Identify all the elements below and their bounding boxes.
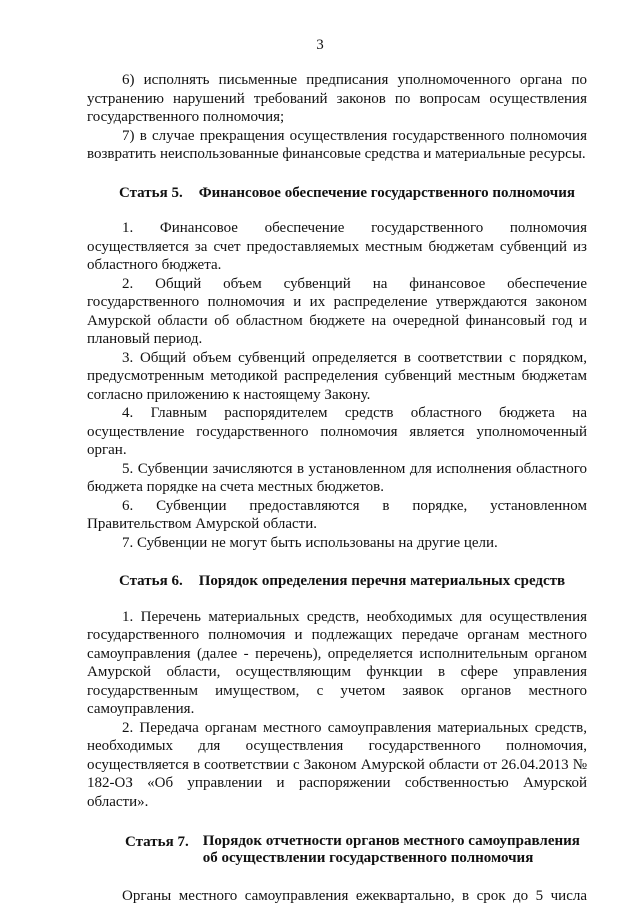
article-5-paragraph: 4. Главным распорядителем средств областного бюджета на осуществление государственного полномочия является уполномоченный орган. — [87, 405, 587, 458]
article-7-title: Порядок отчетности органов местного самоуправления об осуществлении государственного полномочия — [202, 833, 580, 866]
article-5-paragraph: 2. Общий объем субвенций на финансовое обеспечение государственного полномочия и их распределение утверждаются законом Амурской области об областном бюджете на очередной финансовый год и плановый период. — [87, 275, 587, 347]
article-6-heading — [87, 572, 587, 591]
article-6-title: Порядок определения перечня материальных средств — [198, 573, 566, 589]
article-5-paragraph: 6. Субвенции предоставляются в порядке, установленном Правительством Амурской области. — [87, 497, 587, 532]
paragraph-obligation-6: 6) исполнять письменные предписания уполномоченного органа по устранению нарушений требований законов по вопросам осуществления государственного полномочия; — [87, 72, 587, 125]
article-5-title: Финансовое обеспечение государственного полномочия — [198, 184, 575, 201]
article-7-paragraph: Органы местного самоуправления ежеквартально, в срок до 5 числа — [122, 888, 587, 904]
article-5-heading — [87, 184, 587, 203]
article-6-paragraph: 1. Перечень материальных средств, необходимых для осуществления государственного полномочия и подлежащих передаче органам местного самоуправления (далее - перечень), определяется исполнительным органом Амурской области, осуществляющим функции в сфере управления государственным имуществом, с учетом заявок органов местного самоуправления. — [87, 608, 587, 717]
article-5-paragraph: 7. Субвенции не могут быть использованы на другие цели. — [122, 534, 498, 551]
article-6-number: Статья 6. — [119, 573, 183, 589]
article-5-number: Статья 5. — [119, 184, 183, 201]
article-5-paragraph: 3. Общий объем субвенций определяется в соответствии с порядком, предусмотренным методикой распределения субвенций местным бюджетам согласно приложению к настоящему Закону. — [87, 349, 587, 403]
paragraph-obligation-7: 7) в случае прекращения осуществления государственного полномочия возвратить неиспользованные финансовые средства и материальные ресурсы. — [87, 127, 587, 162]
article-7-heading — [87, 833, 587, 867]
article-5-paragraph: 1. Финансовое обеспечение государственного полномочия осуществляется за счет предоставляемых местным бюджетам субвенций из областного бюджета. — [87, 220, 587, 273]
article-5-paragraph: 5. Субвенции зачисляются в установленном для исполнения областного бюджета порядке на счета местных бюджетов. — [87, 460, 587, 495]
article-7-number: Статья 7. — [125, 834, 189, 850]
page-number: 3 — [316, 37, 324, 53]
document-body — [87, 71, 587, 906]
article-6-paragraph: 2. Передача органам местного самоуправления материальных средств, необходимых для осуществления государственного полномочия, осуществляется в соответствии с Законом Амурской области от 26.04.2013 № 182-ОЗ «Об управлении и распоряжении собственностью Амурской области». — [87, 719, 587, 810]
